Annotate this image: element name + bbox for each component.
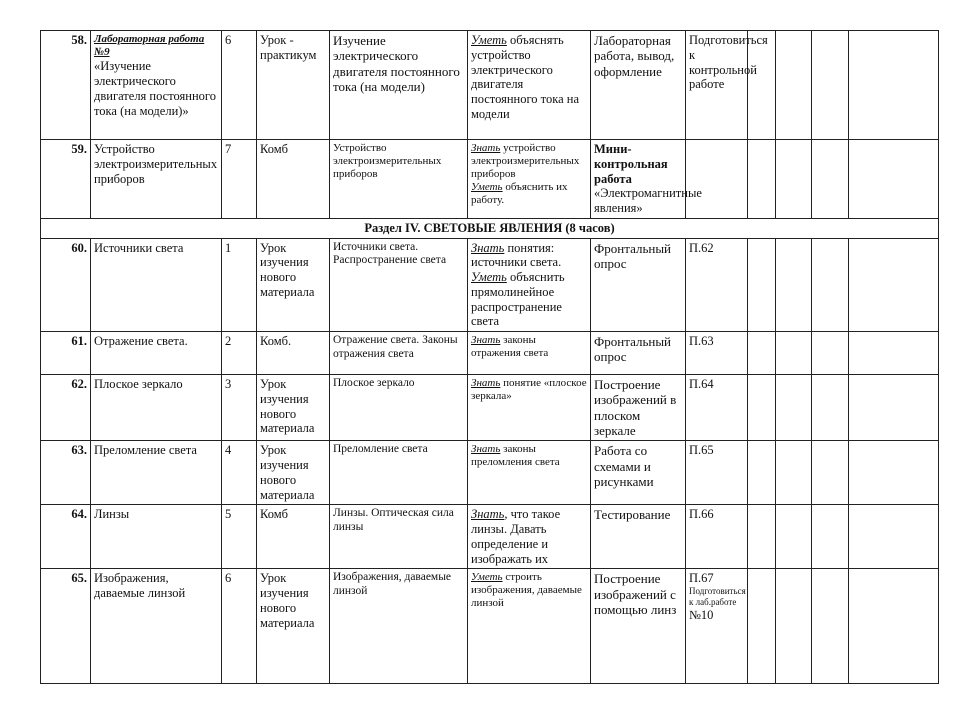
homework-cell: [686, 140, 748, 219]
topic-cell: Источники света: [91, 238, 222, 332]
table-row: [41, 441, 939, 505]
table-row: [41, 140, 939, 219]
homework-cell: П.64: [686, 375, 748, 441]
empty-cell: [748, 375, 776, 441]
control-cell: Работа со схемами и рисунками: [591, 441, 686, 505]
empty-cell: [776, 375, 812, 441]
control-bold: Мини-контрольная работа: [594, 142, 668, 186]
empty-cell: [748, 332, 776, 375]
skill-text: строить изображения, даваемые линзой: [471, 571, 582, 610]
control-cell: Фронтальный опрос: [591, 238, 686, 332]
topic-cell: Изображения, даваемые линзой: [91, 569, 222, 684]
skill-key: Уметь: [471, 270, 507, 284]
lesson-type-cell: Урок - практикум: [257, 31, 330, 140]
skills-cell: [468, 332, 591, 375]
control-cell: Лабораторная работа, вывод, оформление: [591, 31, 686, 140]
skill-key: Знать: [471, 240, 505, 255]
control-text: «Электромагнитные явления»: [594, 186, 702, 215]
homework-cell: П.65: [686, 441, 748, 505]
topic-cell: [91, 31, 222, 140]
empty-cell: [776, 505, 812, 569]
hours-cell: 3: [222, 375, 257, 441]
section-title: Раздел IV. СВЕТОВЫЕ ЯВЛЕНИЯ (8 часов): [41, 218, 939, 238]
empty-cell: [748, 238, 776, 332]
homework-cell: П.63: [686, 332, 748, 375]
control-cell: Фронтальный опрос: [591, 332, 686, 375]
empty-cell: [776, 31, 812, 140]
control-cell: Построение изображений в плоском зеркале: [591, 375, 686, 441]
hours-cell: 6: [222, 569, 257, 684]
lesson-type-cell: Урок изучения нового материала: [257, 569, 330, 684]
homework-cell: П.62: [686, 238, 748, 332]
empty-cell: [776, 441, 812, 505]
content-cell: Устройство электроизмерительных приборов: [330, 140, 468, 219]
row-number: 62.: [41, 375, 91, 441]
skill-key: Знать: [471, 507, 505, 522]
content-cell: Преломление света: [330, 441, 468, 505]
hours-cell: 7: [222, 140, 257, 219]
topic-cell: Линзы: [91, 505, 222, 569]
homework-cell: П.66: [686, 505, 748, 569]
lesson-type-cell: Урок изучения нового материала: [257, 238, 330, 332]
skills-cell: [468, 140, 591, 219]
skill-text: понятие «плоское зеркала»: [471, 377, 587, 402]
skill-text: понятия: источники света.: [471, 240, 562, 270]
empty-cell: [812, 31, 849, 140]
skills-cell: [468, 238, 591, 332]
homework-lab: №10: [689, 607, 714, 622]
empty-cell: [748, 505, 776, 569]
skill-key: Знать: [471, 377, 501, 389]
skills-cell: [468, 569, 591, 684]
homework-cell: Подготовиться к контрольной работе: [686, 31, 748, 140]
skill-text: законы отражения света: [471, 334, 549, 359]
lesson-type-cell: Комб: [257, 505, 330, 569]
empty-cell: [748, 441, 776, 505]
lesson-type-cell: Урок изучения нового материала: [257, 441, 330, 505]
skill-key: Знать: [471, 334, 501, 346]
content-cell: Плоское зеркало: [330, 375, 468, 441]
empty-cell: [776, 238, 812, 332]
row-number: 58.: [41, 31, 91, 140]
empty-cell: [812, 441, 849, 505]
hours-cell: 5: [222, 505, 257, 569]
skill-text: , что такое линзы. Давать определение и изображать их: [471, 507, 561, 566]
empty-cell: [849, 238, 939, 332]
hours-cell: 1: [222, 238, 257, 332]
skills-cell: [468, 31, 591, 140]
table-row: [41, 375, 939, 441]
homework-cell: [686, 569, 748, 684]
empty-cell: [812, 505, 849, 569]
skill-key: Уметь: [471, 571, 503, 584]
empty-cell: [776, 332, 812, 375]
empty-cell: [849, 31, 939, 140]
empty-cell: [812, 332, 849, 375]
empty-cell: [849, 140, 939, 219]
row-number: 59.: [41, 140, 91, 219]
empty-cell: [812, 569, 849, 684]
control-cell: [591, 140, 702, 219]
content-cell: Источники света. Распространение света: [330, 238, 468, 332]
skill-key: Уметь: [471, 33, 507, 47]
skill-text: объяснять устройство электрического двигателя постоянного тока на модели: [471, 33, 580, 121]
skill-text: объяснить их работу.: [471, 180, 568, 206]
table-row: [41, 238, 939, 332]
table-row: [41, 332, 939, 375]
content-cell: Линзы. Оптическая сила линзы: [330, 505, 468, 569]
homework-code: П.67: [689, 571, 714, 586]
skills-cell: [468, 375, 591, 441]
skill-text: объяснить прямолинейное распространение света: [471, 270, 565, 329]
row-number: 65.: [41, 569, 91, 684]
content-cell: Изучение электрического двигателя постоянного тока (на модели): [330, 31, 468, 140]
content-cell: Изображения, даваемые линзой: [330, 569, 468, 684]
empty-cell: [849, 332, 939, 375]
empty-cell: [812, 140, 849, 219]
homework-note: Подготовиться к лаб.работе: [689, 586, 746, 607]
lesson-type-cell: Урок изучения нового материала: [257, 375, 330, 441]
topic-cell: Плоское зеркало: [91, 375, 222, 441]
control-cell: Тестирование: [591, 505, 686, 569]
row-number: 64.: [41, 505, 91, 569]
lesson-type-cell: Комб: [257, 140, 330, 219]
empty-cell: [748, 140, 776, 219]
skill-key: Знать: [471, 443, 501, 456]
skill-text: устройство электроизмерительных приборов: [471, 142, 580, 180]
control-cell: Построение изображений с помощью линз: [591, 569, 686, 684]
empty-cell: [849, 505, 939, 569]
hours-cell: 6: [222, 31, 257, 140]
empty-cell: [849, 441, 939, 505]
skill-key: Уметь: [471, 180, 503, 193]
lesson-plan-table: [40, 30, 939, 684]
topic-cell: Преломление света: [91, 441, 222, 505]
empty-cell: [776, 140, 812, 219]
skills-cell: [468, 441, 591, 505]
hours-cell: 2: [222, 332, 257, 375]
empty-cell: [748, 569, 776, 684]
row-number: 63.: [41, 441, 91, 505]
skill-key: Знать: [471, 142, 501, 154]
empty-cell: [812, 375, 849, 441]
row-number: 61.: [41, 332, 91, 375]
content-cell: Отражение света. Законы отражения света: [330, 332, 468, 375]
skill-text: законы преломления света: [471, 443, 560, 469]
table-row: [41, 505, 939, 569]
empty-cell: [812, 238, 849, 332]
empty-cell: [849, 569, 939, 684]
row-number: 60.: [41, 238, 91, 332]
hours-cell: 4: [222, 441, 257, 505]
table-row: [41, 569, 939, 684]
topic-text: «Изучение электрического двигателя постоянного тока (на модели)»: [94, 59, 216, 118]
empty-cell: [849, 375, 939, 441]
skills-cell: [468, 505, 591, 569]
lesson-type-cell: Комб.: [257, 332, 330, 375]
topic-cell: Устройство электроизмерительных приборов: [91, 140, 222, 219]
table-row: [41, 31, 939, 140]
topic-bold: Лабораторная работа №9: [94, 33, 205, 59]
section-row: [41, 218, 939, 238]
empty-cell: [776, 569, 812, 684]
topic-cell: Отражение света.: [91, 332, 222, 375]
